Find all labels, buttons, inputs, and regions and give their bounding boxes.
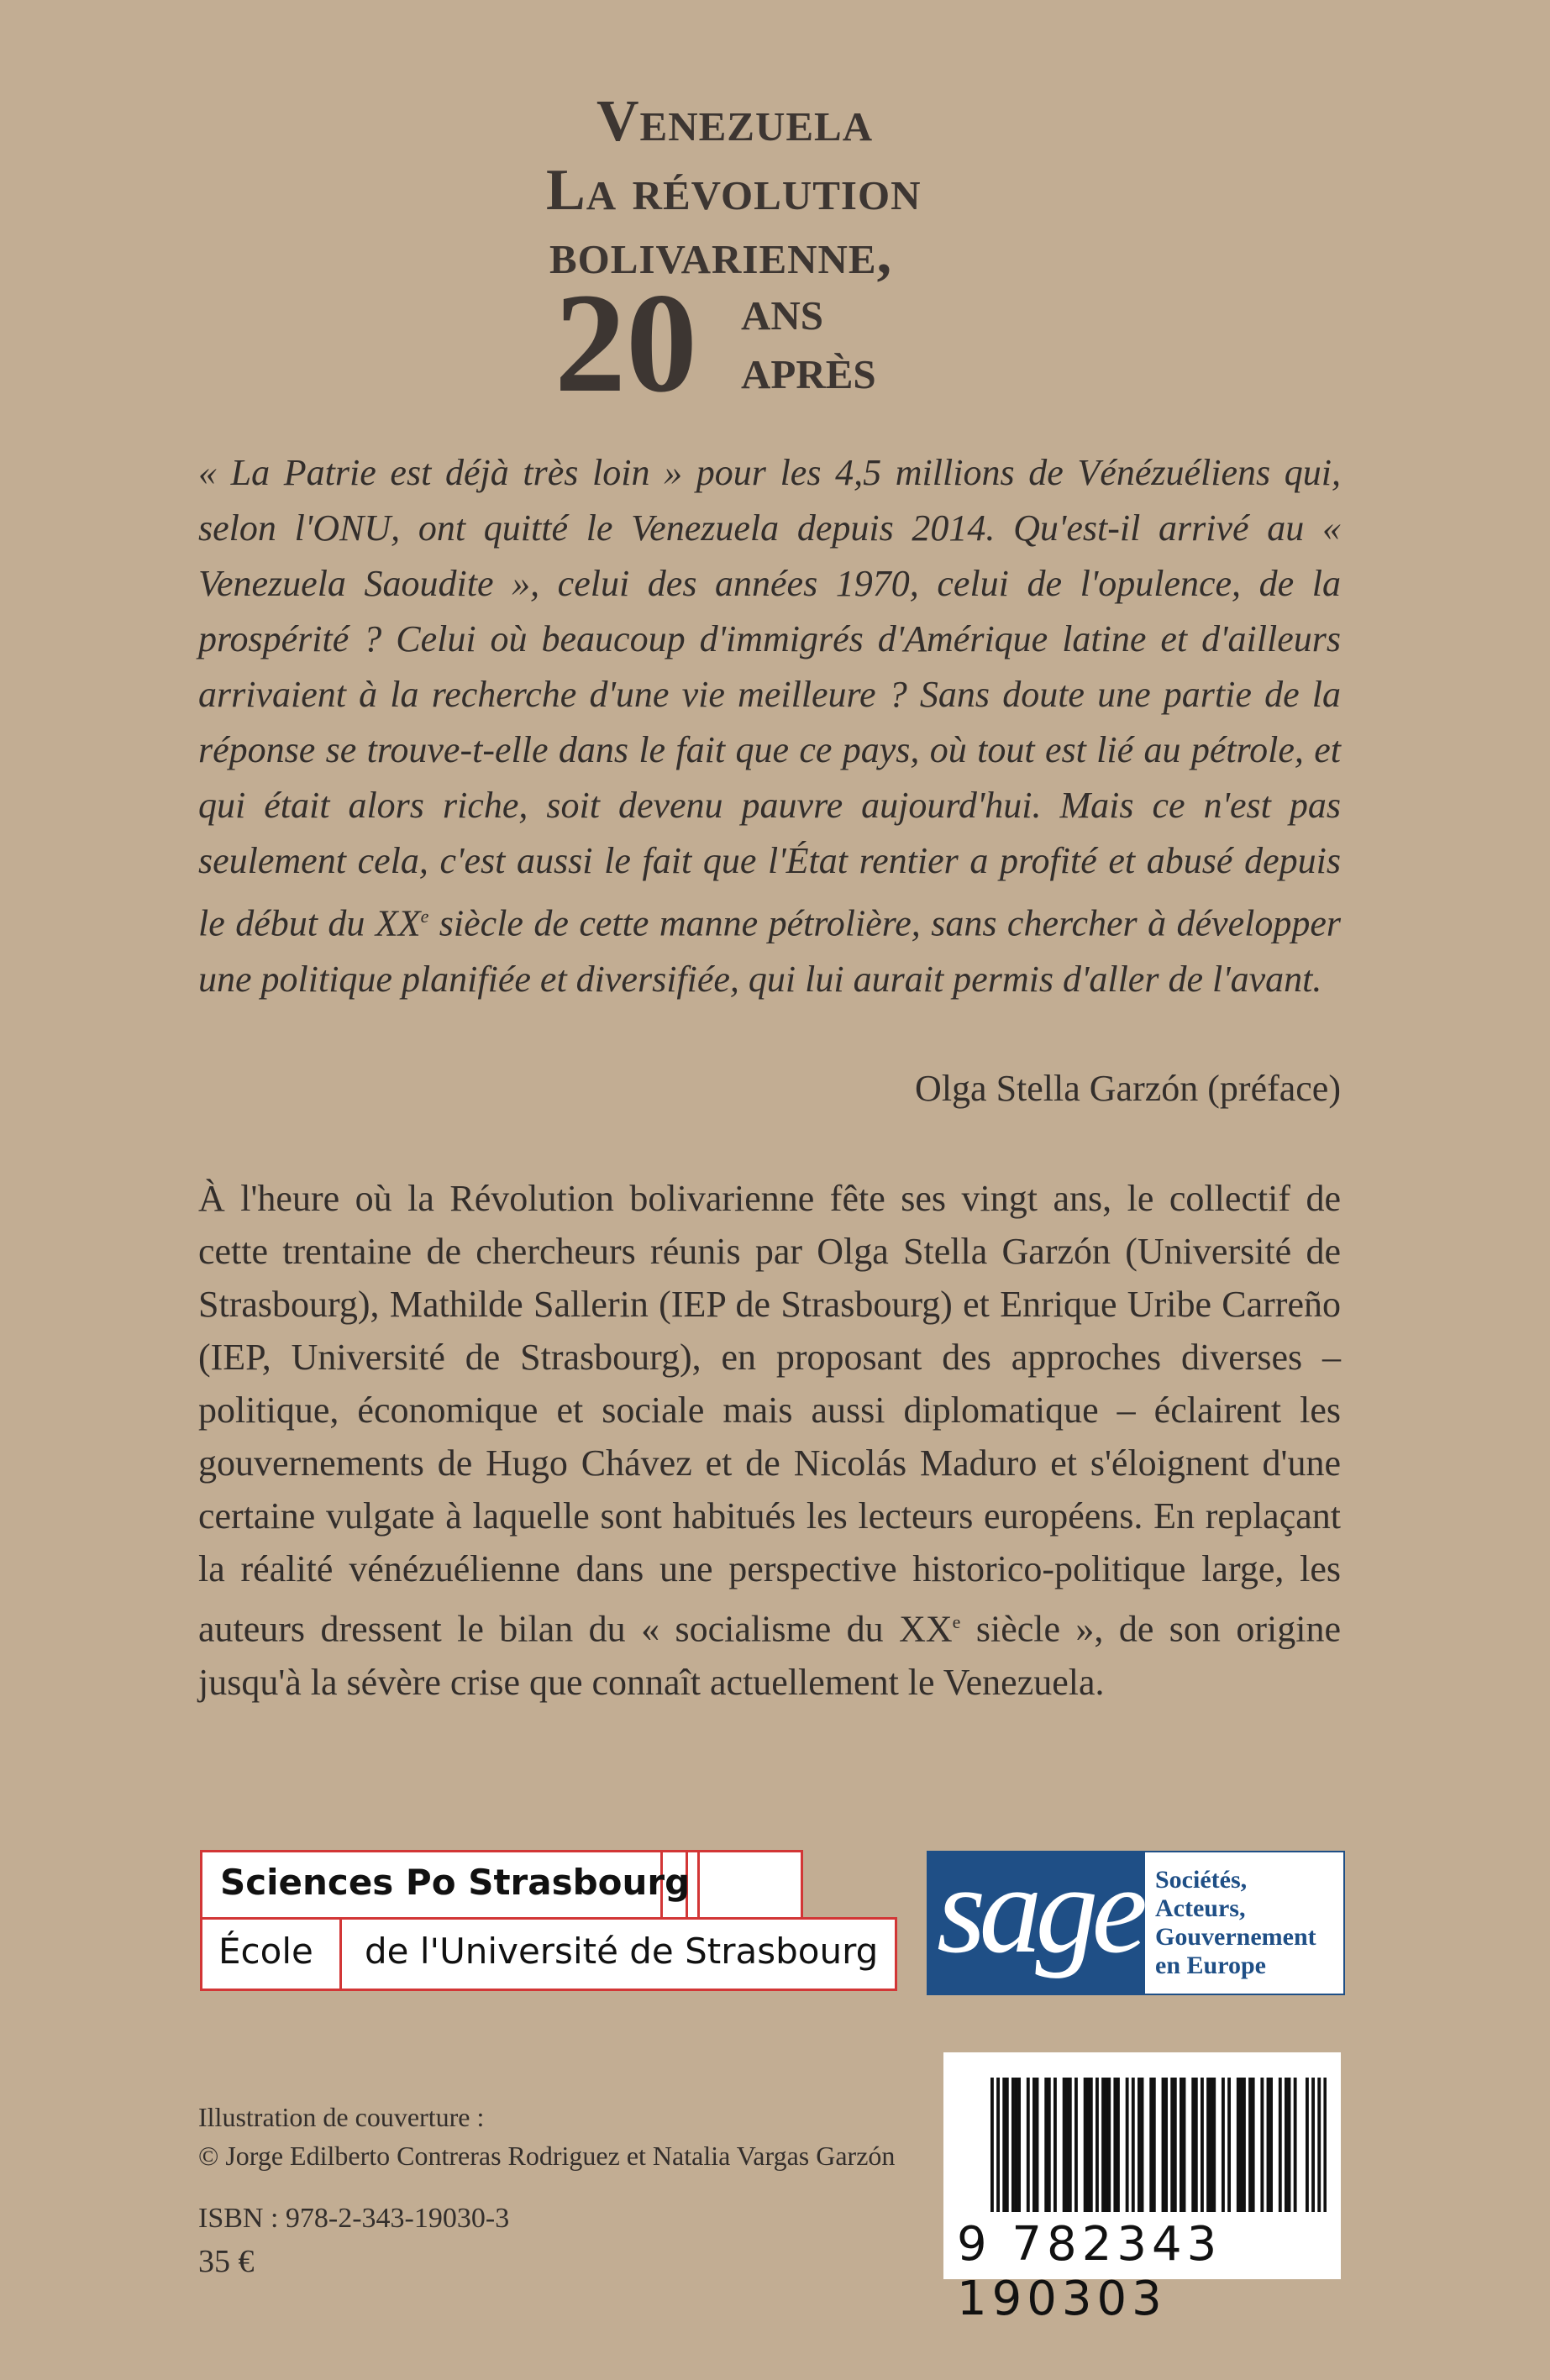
quote-text-1: « La Patrie est déjà très loin » pour les 4,5 millions de Vénézuéliens qui, selon l'ONU, ont quitté le Venezuela depuis 2014. Qu'est-il arrivé au « Venezuela Saoudite », celui des années 1970, celui de l'opulence, de la prospérité ? Celui où beaucoup d'immigrés d'Amérique latine et d'ailleurs arrivaient à la recherche d'une vie meilleure ? Sans doute une partie de la réponse se trouve-t-elle dans le fait que ce pays, où tout est lié au pétrole, et qui était alors riche, soit devenu pauvre aujourd'hui. Mais ce n'est pas seulement cela, c'est aussi le fait que l'État rentier a profité et abusé depuis le début du XX <box>198 452 1341 944</box>
barcode-bar <box>1086 2078 1090 2212</box>
summary-superscript: e <box>952 1611 961 1632</box>
barcode-bar <box>1201 2078 1204 2212</box>
barcode-bar <box>1191 2078 1195 2212</box>
barcode-bar <box>1149 2078 1153 2212</box>
barcode-bar <box>1074 2078 1078 2212</box>
barcode-bar <box>1269 2078 1273 2212</box>
book-summary <box>198 1172 1341 1709</box>
barcode-bar <box>1107 2078 1111 2212</box>
barcode-bar <box>1011 2078 1015 2212</box>
barcode-bar <box>1105 2078 1108 2212</box>
barcode-bar <box>1138 2078 1141 2212</box>
barcode-bar <box>1248 2078 1252 2212</box>
barcode-bar <box>1267 2078 1270 2212</box>
barcode-bar <box>1239 2078 1243 2212</box>
barcode-bar <box>1069 2078 1072 2212</box>
barcode-bar <box>1162 2078 1165 2212</box>
barcode-bar <box>1048 2078 1051 2212</box>
barcode-bar <box>1323 2078 1327 2212</box>
sage-line-2: Acteurs, <box>1155 1894 1246 1922</box>
barcode-bar <box>1252 2078 1255 2212</box>
barcode-bar <box>1101 2078 1105 2212</box>
barcode-bar <box>1141 2078 1144 2212</box>
title-line-2: La révolution <box>546 158 922 223</box>
sage-logo-mark <box>928 1840 1145 1994</box>
barcode-bar <box>1174 2078 1177 2212</box>
barcode-bar <box>996 2078 1000 2212</box>
barcode-bar <box>1195 2078 1198 2212</box>
barcode-bar <box>1311 2078 1315 2212</box>
barcode-bar <box>1032 2078 1036 2212</box>
summary-text-2: siècle », de son origine jusqu'à la sévère crise que connaît actuellement le Venezuela. <box>198 1608 1341 1703</box>
barcode-bar <box>1279 2078 1282 2212</box>
barcode-bar <box>1002 2078 1006 2212</box>
sp-logo-ecole: École <box>218 1931 313 1972</box>
barcode-bar <box>1227 2078 1231 2212</box>
sciences-po-strasbourg-logo <box>200 1850 896 1991</box>
barcode-bar <box>1210 2078 1213 2212</box>
title-number: 20 <box>554 264 697 422</box>
barcode-bar <box>1063 2078 1066 2212</box>
title-line-1: Venezuela <box>596 89 874 154</box>
barcode-bar <box>1053 2078 1057 2212</box>
barcode <box>943 2052 1341 2326</box>
barcode-bar <box>1237 2078 1240 2212</box>
barcode-bar <box>1132 2078 1135 2212</box>
sage-line-3: Gouvernement <box>1155 1923 1316 1951</box>
preface-quote <box>198 445 1341 1007</box>
barcode-bar <box>1117 2078 1120 2212</box>
barcode-bar <box>1084 2078 1087 2212</box>
barcode-bar <box>1164 2078 1168 2212</box>
barcode-bar <box>1065 2078 1069 2212</box>
barcode-bar <box>1206 2078 1210 2212</box>
sage-logo-text <box>1155 1866 1316 1980</box>
barcode-bar <box>1044 2078 1048 2212</box>
barcode-bar <box>1170 2078 1174 2212</box>
barcode-bars <box>990 2078 1327 2229</box>
quote-superscript: e <box>420 906 429 927</box>
barcode-bar <box>1126 2078 1129 2212</box>
credits-line-2: © Jorge Edilberto Contreras Rodriguez et Natalia Vargas Garzón <box>198 2141 896 2171</box>
barcode-bar <box>1222 2078 1225 2212</box>
barcode-bar <box>1243 2078 1246 2212</box>
credits-line-1: Illustration de couverture : <box>198 2102 485 2132</box>
sage-logo-word: sage <box>937 1840 1141 1979</box>
title-apres: après <box>741 337 876 402</box>
title-ans: ans <box>741 278 824 343</box>
isbn: ISBN : 978-2-343-19030-3 <box>198 2203 510 2234</box>
barcode-bar <box>1306 2078 1309 2212</box>
barcode-bar <box>1212 2078 1216 2212</box>
barcode-bar <box>1027 2078 1030 2212</box>
barcode-bar <box>1006 2078 1009 2212</box>
barcode-bar <box>1288 2078 1291 2212</box>
barcode-bar <box>1294 2078 1297 2212</box>
cover-credits <box>198 2098 895 2175</box>
barcode-bar <box>1153 2078 1156 2212</box>
barcode-bar <box>1015 2078 1018 2212</box>
barcode-bar <box>1090 2078 1093 2212</box>
price: 35 € <box>198 2244 255 2279</box>
summary-text-1: À l'heure où la Révolution bolivarienne fête ses vingt ans, le collectif de cette trentaine de chercheurs réunis par Olga Stella Garzón (Université de Strasbourg), Mathilde Sallerin (IEP de Strasbourg) et Enrique Uribe Carreño (IEP, Université de Strasbourg), en proposant des approches diverses – politique, économique et sociale mais aussi diplomatique – éclairent les gouvernements de Hugo Chávez et de Nicolás Maduro et s'éloignent d'une certaine vulgate à laquelle sont habitués les lecteurs européens. En replaçant la réalité vénézuélienne dans une perspective historico-politique large, les auteurs dressent le bilan du « socialisme du XX <box>198 1178 1341 1650</box>
barcode-digits: 9 782343 190303 <box>957 2217 1222 2326</box>
barcode-bar <box>1036 2078 1039 2212</box>
sp-logo-university: de l'Université de Strasbourg <box>365 1931 879 1972</box>
barcode-bar <box>1317 2078 1321 2212</box>
barcode-bar <box>990 2078 994 2212</box>
quote-text-2: siècle de cette manne pétrolière, sans chercher à développer une politique planifiée et diversifiée, qui lui aurait permis d'aller de l'avant. <box>198 902 1341 1000</box>
barcode-bar <box>1285 2078 1288 2212</box>
sage-line-1: Sociétés, <box>1155 1866 1248 1894</box>
barcode-bar <box>1096 2078 1099 2212</box>
barcode-bar <box>1260 2078 1264 2212</box>
sp-logo-title: Sciences Po Strasbourg <box>220 1862 691 1903</box>
quote-attribution: Olga Stella Garzón (préface) <box>915 1068 1341 1109</box>
title-line-3: bolivarienne, <box>549 222 893 286</box>
sp-logo-cell <box>697 1850 803 1924</box>
barcode-bar <box>1017 2078 1021 2212</box>
sage-line-4: en Europe <box>1155 1952 1266 1979</box>
sage-logo <box>927 1840 1345 1995</box>
barcode-bar <box>1180 2078 1183 2212</box>
barcode-bar <box>1113 2078 1117 2212</box>
barcode-bar <box>1183 2078 1186 2212</box>
